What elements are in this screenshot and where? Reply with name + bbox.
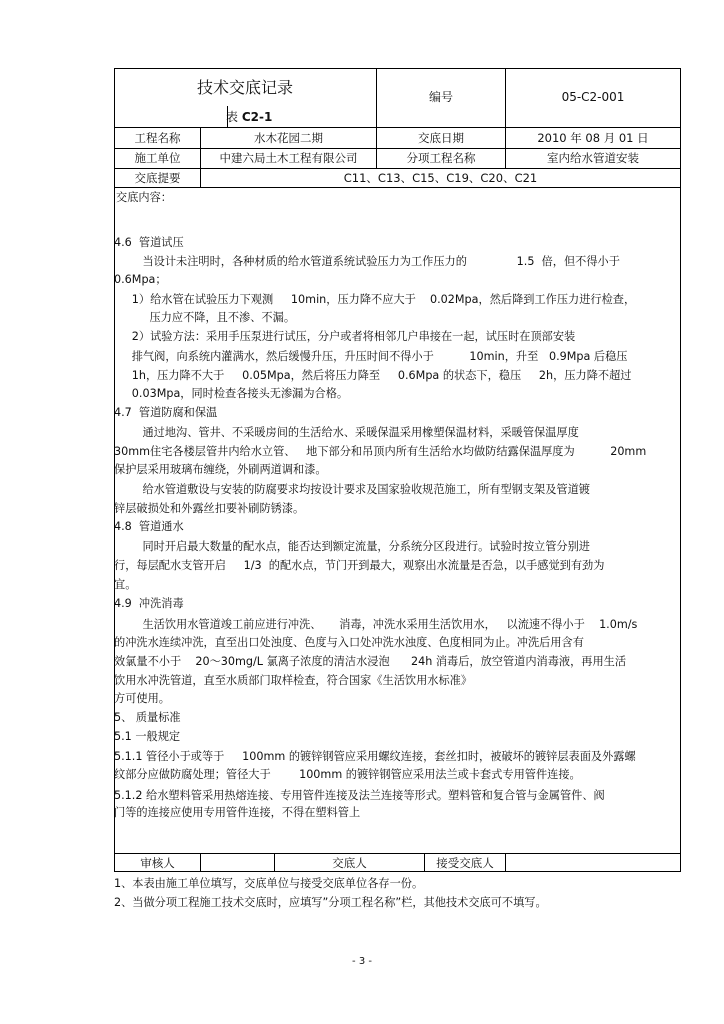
form-code: [226, 110, 272, 124]
date-value: 2010 年 08 月 01 日: [537, 131, 649, 145]
content-line: 1）给水管在试验压力下观测 10min，压力降不应大于 0.02Mpa，然后降到工作压力进行检查，: [114, 293, 636, 306]
sub-project-label: 分项工程名称: [406, 151, 476, 165]
content-line: 2）试验方法：采用手压泵进行试压，分户或者将相邻几户串接在一起，试压时在顶部安装: [114, 330, 576, 343]
form-code-value: C2-1: [241, 110, 273, 124]
project-label: 工程名称: [134, 131, 181, 145]
content-line: 锌层破损处和外露丝扣要补刷防锈漆。: [114, 502, 305, 515]
content-line: 4.9 冲洗消毒: [114, 597, 184, 610]
content-line: 4.8 管道通水: [114, 520, 184, 533]
receiver-label: 接受交底人: [436, 856, 494, 870]
content-line: 5.1.1 管径小于或等于 100mm 的镀锌钢管应采用螺纹连接，套丝扣时，被破坏的镀锌层表面及外露螺: [114, 750, 636, 763]
content-line: 压力应不降，且不渗、不漏。: [114, 311, 296, 324]
content-line: 行，每层配水支管开启 1/3 的配水点，节门开到最大，观察出水流量是否急，以手感觉到有劲为: [114, 559, 605, 572]
content-line: 同时开启最大数量的配水点，能否达到额定流量，分系统分区段进行。试验时按立管分别进: [114, 540, 590, 553]
page-number: - 3 -: [352, 956, 372, 967]
note-2: 2、当做分项工程施工技术交底时，应填写”分项工程名称”栏，其他技术交底可不填写。: [114, 896, 547, 909]
summary-value: C11、C13、C15、C19、C20、C21: [343, 171, 538, 185]
date-label: 交底日期: [418, 131, 464, 145]
number-label: 编号: [428, 90, 453, 104]
content-line: 0.03Mpa，同时检查各接头无渗漏为合格。: [114, 387, 349, 400]
note-1: 1、本表由施工单位填写，交底单位与接受交底单位各存一份。: [114, 877, 424, 890]
content-line: 4.7 管道防腐和保温: [114, 406, 218, 419]
summary-label: 交底提要: [134, 171, 181, 185]
content-line: 保护层采用玻璃布缠绕，外刷两道调和漆。: [114, 463, 327, 476]
form-title: 技术交底记录: [196, 78, 293, 97]
content-line: 饮用水冲洗管道，直至水质部门取样检查，符合国家《生活饮用水标准》: [114, 674, 473, 687]
number-value: 05-C2-001: [561, 90, 625, 104]
content-line: 通过地沟、管井、不采暖房间的生活给水、采暖保温采用橡塑保温材料，采暖管保温厚度: [114, 426, 579, 439]
content-line: 1h，压力降不大于 0.05Mpa，然后将压力降至 0.6Mpa 的状态下，稳压 2h，压力降不超过: [114, 369, 632, 382]
content-line: 给水管道敷设与安装的防腐要求均按设计要求及国家验收规范施工，所有型钢支架及管道镀: [114, 483, 590, 496]
sub-project-value: 室内给水管道安装: [547, 151, 639, 165]
content-line: 宜。: [114, 578, 137, 591]
col-divider: [200, 853, 201, 872]
content-line: 5.1.2 给水塑料管采用热熔连接、专用管件连接及法兰连接等形式。塑料管和复合管与金属管件、阀: [114, 789, 605, 802]
content-line: 方可使用。: [114, 692, 170, 705]
content-line: 30mm住宅各楼层管井内给水立管、 地下部分和吊顶内所有生活给水均做防结露保温厚度为 20mm: [114, 445, 647, 458]
content-label: 交底内容：: [116, 191, 172, 204]
content-line: 5、 质量标准: [114, 711, 181, 724]
content-line: 5.1 一般规定: [114, 730, 181, 743]
table-border-right: [680, 68, 681, 872]
content-line: 效氯量不小于 20～30mg/L 氯离子浓度的清洁水浸泡 24h 消毒后，放空管道内消毒液，再用生活: [114, 655, 627, 668]
content-line: 0.6Mpa；: [114, 273, 167, 286]
content-line: 门等的连接应使用专用管件连接，不得在塑料管上: [114, 806, 361, 819]
content-line: 排气阀，向系统内灌满水，然后缓慢升压，升压时间不得小于 10min，升至 0.9Mpa 后稳压: [114, 350, 628, 363]
content-line: 4.6 管道试压: [114, 236, 184, 249]
table-border-top: [114, 68, 681, 69]
unit-value: 中建六局土木工程有限公司: [219, 151, 358, 165]
project-value: 水木花园二期: [254, 131, 323, 145]
unit-label: 施工单位: [134, 151, 181, 165]
form-code-prefix: 表: [226, 110, 239, 124]
content-line: 纹部分应做防腐处理；管径大于 100mm 的镀锌钢管应采用法兰或卡套式专用管件连接。: [114, 768, 581, 781]
col-divider: [505, 853, 506, 872]
reviewer-label: 审核人: [140, 856, 175, 870]
content-line: 当设计未注明时，各种材质的给水管道系统试验压力为工作压力的 1.5 倍，但不得小于: [114, 255, 620, 268]
content-line: 的冲洗水连续冲洗，直至出口处浊度、色度与入口处冲洗水浊度、色度相同为止。冲洗后用含有: [114, 636, 584, 649]
discloser-label: 交底人: [332, 856, 367, 870]
content-line: 生活饮用水管道竣工前应进行冲洗、 消毒，冲洗水采用生活饮用水， 以流速不得小于 1.0m/s: [114, 618, 638, 631]
